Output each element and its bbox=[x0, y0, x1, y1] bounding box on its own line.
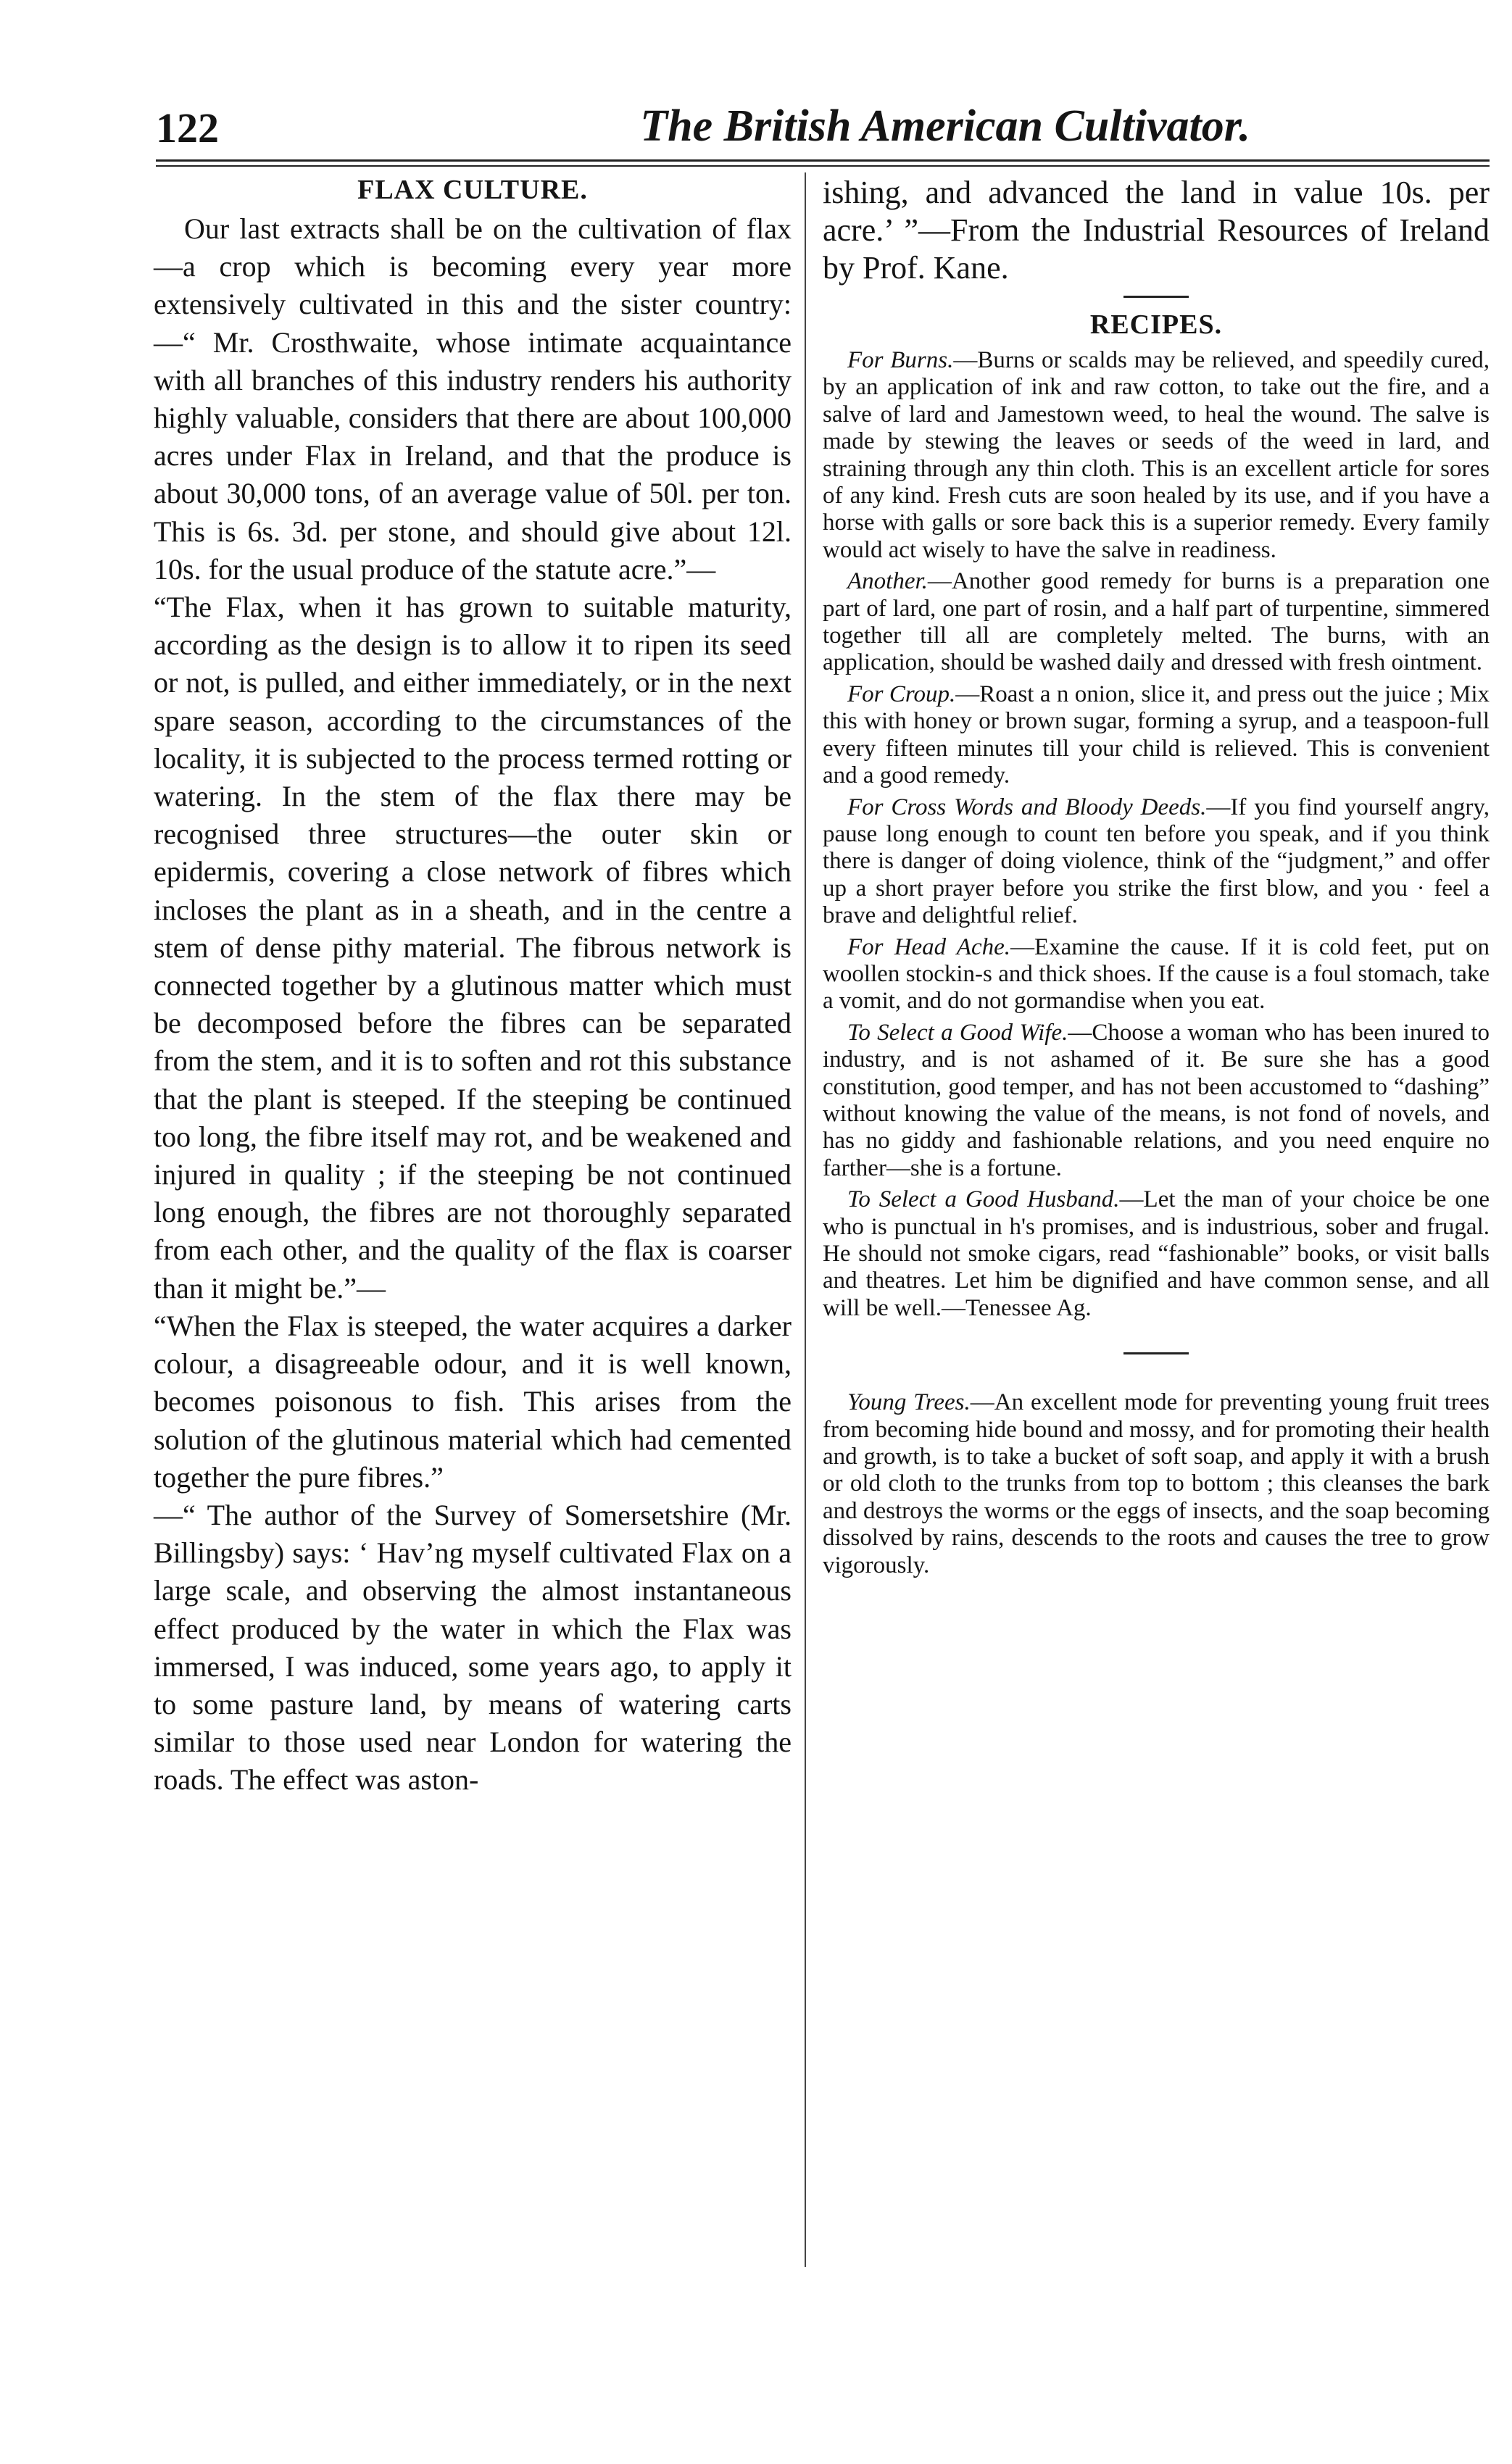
flax-paragraph-3: “When the Flax is steeped, the water acquires a darker colour, a disagreeable odour, and it is well known, becomes poisonous to fish. This arises from the solution of the glutinous material which had cemented together the pure fibres.” bbox=[154, 1309, 792, 1494]
recipe-text: —Another good remedy for burns is a preparation one part of lard, one part of rosin, and a half part of turpentine, simmered together till all are completely melted. The burns, with an application, should be washed daily and dressed with fresh ointment. bbox=[823, 568, 1490, 676]
recipe-cross-words bbox=[823, 794, 1490, 930]
recipes-heading: RECIPES. bbox=[1089, 309, 1223, 340]
flax-paragraph-2: “The Flax, when it has grown to suitable maturity, according as the design is to allow it to ripen its seed or not, is pulled, and either immediately, or in the next spare season, according to the circumstances of the locality, it is subjected to the process termed rotting or watering. In the stem of the flax there may be recognised three structures—the outer skin or epidermis, covering a close network of fibres which incloses the plant as in a sheath, and in the centre a stem of dense pithy material. The fibrous network is connected together by a glutinous matter which must be decomposed before the fibres can be separated from the stem, and it is to soften and rot this substance that the plant is steeped. If the steeping be continued too long, the fibre itself may rot, and be weakened and injured in quality ; if the steeping be not continued long enough, the fibres are not thoroughly separated from each other, and the quality of the flax is coarser than it might be.”— bbox=[154, 591, 792, 1304]
recipe-text: —Burns or scalds may be relieved, and speedily cured, by an application of ink and raw cotton, to take out the fire, and a salve of lard and Jamestown weed, to heal the wound. The salve is made by stewing the leaves or seeds of the weed in lard, and straining through any thin cloth. This is an excellent article for sores of any kind. Fresh cuts are soon healed by its use, and if you have a horse with galls or sore back this is a superior remedy. Every family would act wisely to have the salve in readiness. bbox=[823, 347, 1490, 563]
header-double-rule bbox=[156, 159, 1490, 167]
recipe-good-wife bbox=[823, 1020, 1490, 1182]
page-number: 122 bbox=[156, 104, 219, 151]
flax-continuation: ishing, and advanced the land in value 10s. per acre.’ ”—From the Industrial Resources of Ireland by Prof. Kane. bbox=[823, 175, 1490, 286]
recipe-text: —Let the man of your choice be one who is punctual in h's promises, and is industrious, sober and frugal. He should not smoke cigars, read “fashionable” books, or visit balls and theatres. Let him be dignified and have common sense, and all will be well.—Tenessee Ag. bbox=[823, 1186, 1490, 1321]
flax-paragraph-1: Our last extracts shall be on the cultivation of flax—a crop which is becoming every year more extensively cultivated in this and the sister country:—“ Mr. Crosthwaite, whose intimate acquaintance with all branches of this industry renders his authority highly valuable, considers that there are about 100,000 acres under Flax in Ireland, and that the produce is about 30,000 tons, of an average value of 50l. per ton. This is 6s. 3d. per stone, and should give about 12l. 10s. for the usual produce of the statute acre.”— bbox=[154, 212, 792, 586]
flax-paragraph-4: —“ The author of the Survey of Somersetshire (Mr. Billingsby) says: ‘ Hav’ng myself cultivated Flax on a large scale, and observing the almost instantaneous effect produced by the water in which the Flax was immersed, I was induced, some years ago, to apply it to some pasture land, by means of watering carts similar to those used near London for watering the roads. The effect was aston- bbox=[154, 1498, 792, 1797]
recipe-head-ache bbox=[823, 934, 1490, 1015]
recipe-croup bbox=[823, 681, 1490, 790]
left-column bbox=[154, 174, 792, 2384]
recipe-title: For Head Ache. bbox=[847, 933, 1010, 960]
young-trees-article bbox=[823, 1389, 1490, 1579]
section-rule bbox=[1123, 1352, 1189, 1354]
recipe-title: Another. bbox=[847, 568, 928, 595]
recipe-text: —Choose a woman who has been inured to industry, and is not ashamed of it. Be sure she has a good constitution, good temper, and has not been accustomed to “dashing” without knowing the value of the means, is not fond of novels, and has no giddy and fashionable relations, and you need enquire no farther—she is a fortune. bbox=[823, 1019, 1490, 1181]
article-title: Young Trees. bbox=[847, 1389, 971, 1416]
recipe-another bbox=[823, 568, 1490, 677]
recipe-title: To Select a Good Wife. bbox=[847, 1019, 1068, 1046]
column-divider bbox=[805, 172, 806, 2267]
recipe-title: For Croup. bbox=[847, 680, 956, 707]
recipe-text: —If you find yourself angry, pause long enough to count ten before you speak, and if you think there is danger of doing violence, think of the “judgment,” and offer up a short prayer before you strike the first blow, and you · feel a brave and delightful relief. bbox=[823, 794, 1490, 929]
section-rule bbox=[1123, 296, 1189, 298]
right-column bbox=[823, 174, 1490, 2384]
flax-culture-heading: FLAX CULTURE. bbox=[357, 175, 588, 205]
recipe-title: For Burns. bbox=[847, 347, 954, 373]
recipe-title: To Select a Good Husband. bbox=[847, 1186, 1120, 1213]
running-title: The British American Cultivator. bbox=[640, 101, 1250, 151]
recipe-title: For Cross Words and Bloody Deeds. bbox=[847, 794, 1207, 820]
recipe-text: —Roast a n onion, slice it, and press out the juice ; Mix this with honey or brown sugar, forming a syrup, and a teaspoon-full every fifteen minutes till your child is relieved. This is convenient and a good remedy. bbox=[823, 680, 1490, 789]
page-header bbox=[156, 80, 1490, 152]
recipe-burns bbox=[823, 347, 1490, 564]
recipe-text: —Examine the cause. If it is cold feet, put on woollen stockin-s and thick shoes. If the cause is a foul stomach, take a vomit, and do not gormandise when you eat. bbox=[823, 933, 1490, 1015]
recipe-good-husband bbox=[823, 1186, 1490, 1322]
article-text: —An excellent mode for preventing young fruit trees from becoming hide bound and mossy, and for promoting their health and growth, is to take a bucket of soft soap, and apply it with a brush or old cloth to the trunks from top to bottom ; this cleanses the bark and destroys the worms or the eggs of insects, and the soap becoming dissolved by rains, descends to the roots and causes the tree to grow vigorously. bbox=[823, 1389, 1490, 1578]
